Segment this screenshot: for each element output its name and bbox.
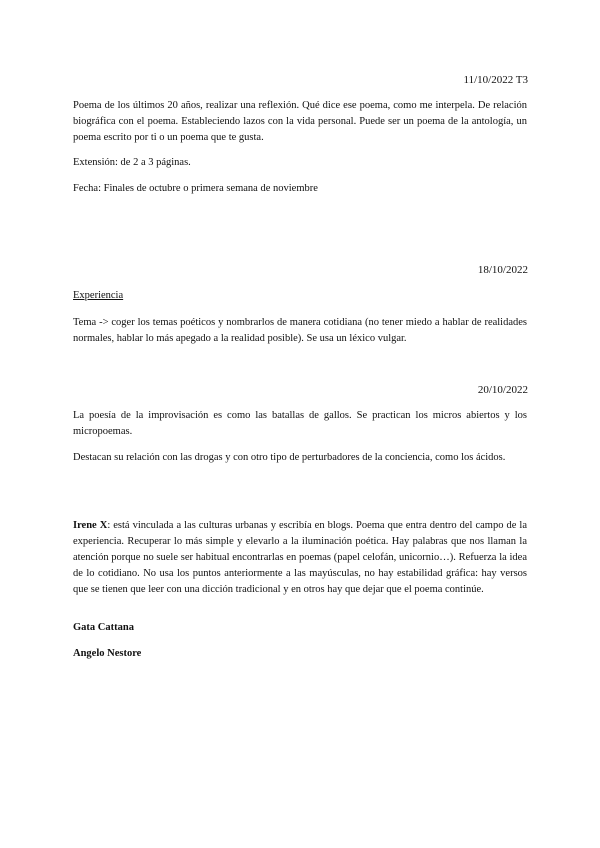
entry-date: 11/10/2022 T3 bbox=[463, 74, 528, 86]
extension-line: Extensión: de 2 a 3 páginas. bbox=[73, 157, 191, 168]
author-name: Gata Cattana bbox=[73, 622, 134, 633]
topic-paragraph: Tema -> coger los temas poéticos y nombrarlos de manera cotidiana (no tener miedo a hablar de realidades normales, hablar lo más apegado a la realidad posible). Se usa un léxico vulgar. bbox=[73, 317, 527, 344]
drugs-paragraph: Destacan su relación con las drogas y con otro tipo de perturbadores de la conciencia, como los ácidos. bbox=[73, 452, 506, 463]
section-heading: Experiencia bbox=[73, 290, 124, 301]
entry-date: 20/10/2022 bbox=[477, 384, 528, 396]
author-paragraph bbox=[73, 518, 527, 598]
deadline-line: Fecha: Finales de octubre o primera semana de noviembre bbox=[73, 183, 318, 194]
author-name: Irene X bbox=[73, 520, 108, 531]
entry-date: 18/10/2022 bbox=[477, 264, 528, 276]
author-description: : está vinculada a las culturas urbanas y escribía en blogs. Poema que entra dentro del campo de la experiencia. Recuperar lo más simple y elevarlo a la iluminación poética. Hay palabras que nos llaman la atención porque no suele ser habitual encontrarlas en poemas (papel celofán, unicornio…). Refuerza la idea de lo cotidiano. No usa los puntos anteriormente a las mayúsculas, no hay estabilidad gráfica: hay versos que se tienen que leer con una dicción tradicional y en otros hay que dejar que el poema continúe. bbox=[73, 520, 527, 595]
author-name: Angelo Nestore bbox=[73, 648, 142, 659]
improvisation-paragraph: La poesía de la improvisación es como las batallas de gallos. Se practican los micros abiertos y los micropoemas. bbox=[73, 410, 527, 437]
assignment-paragraph: Poema de los últimos 20 años, realizar una reflexión. Qué dice ese poema, como me interpela. De relación biográfica con el poema. Estableciendo lazos con la vida personal. Puede ser un poema de la antología, un poema escrito por ti o un poema que te gusta. bbox=[73, 100, 527, 143]
